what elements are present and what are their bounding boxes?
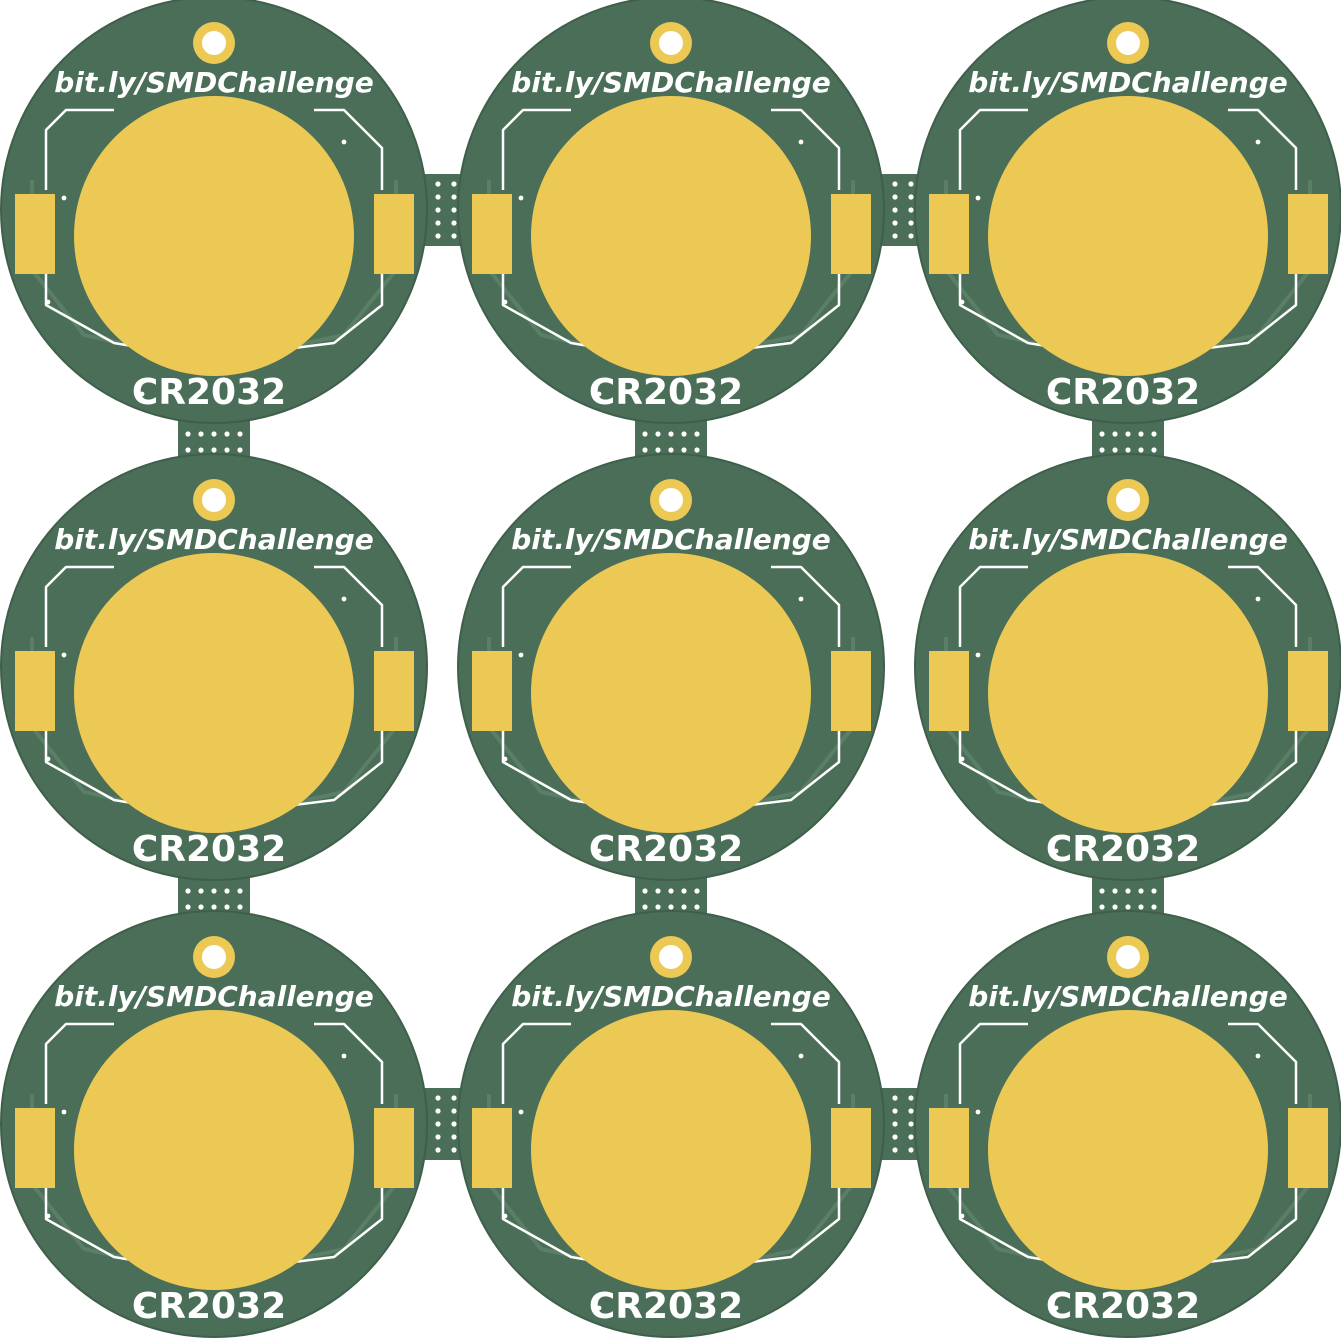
silkscreen-dot — [62, 653, 67, 658]
silkscreen-dot — [342, 140, 347, 145]
mouse-bite-hole — [198, 888, 203, 893]
mouse-bite-hole — [668, 431, 673, 436]
silkscreen-dot — [342, 1054, 347, 1059]
smd-pad-left — [929, 651, 969, 731]
mouse-bite-hole — [668, 904, 673, 909]
mouse-bite-hole — [1099, 888, 1104, 893]
silkscreen-dot — [1256, 597, 1261, 602]
battery-model-label: CR2032 — [1045, 372, 1201, 413]
mouse-bite-hole — [1151, 447, 1156, 452]
url-label: bit.ly/SMDChallenge — [511, 523, 831, 556]
mouse-bite-hole — [211, 447, 216, 452]
mouse-bite-hole — [1151, 904, 1156, 909]
battery-contact-pad — [988, 96, 1268, 376]
mouse-bite-hole — [892, 1147, 897, 1152]
silkscreen-dot — [503, 1214, 508, 1219]
mouse-bite-hole — [642, 904, 647, 909]
url-label: bit.ly/SMDChallenge — [968, 980, 1288, 1013]
mouse-bite-hole — [892, 207, 897, 212]
mouse-bite-hole — [892, 1121, 897, 1126]
mouse-bite-hole — [681, 447, 686, 452]
mouse-bite-hole — [892, 194, 897, 199]
battery-model-label: CR2032 — [588, 829, 744, 870]
silkscreen-dot — [799, 1054, 804, 1059]
url-label: bit.ly/SMDChallenge — [968, 66, 1288, 99]
mouse-bite-hole — [1138, 904, 1143, 909]
smd-pad-left — [929, 1108, 969, 1188]
url-label: bit.ly/SMDChallenge — [54, 66, 374, 99]
mouse-bite-hole — [642, 888, 647, 893]
silkscreen-dot — [519, 1110, 524, 1115]
mouse-bite-hole — [224, 904, 229, 909]
silkscreen-dot — [46, 1214, 51, 1219]
smd-pad-right — [1288, 194, 1328, 274]
mouse-bite-hole — [908, 1095, 913, 1100]
smd-pad-left — [15, 1108, 55, 1188]
mouse-bite-hole — [211, 431, 216, 436]
silkscreen-dot — [62, 1110, 67, 1115]
mouse-bite-hole — [1151, 431, 1156, 436]
mouse-bite-hole — [1151, 888, 1156, 893]
smd-pad-right — [374, 651, 414, 731]
mouse-bite-hole — [642, 431, 647, 436]
mouse-bite-hole — [435, 207, 440, 212]
mouse-bite-hole — [892, 1095, 897, 1100]
mouse-bite-hole — [451, 1147, 456, 1152]
mounting-hole — [202, 31, 226, 55]
silkscreen-dot — [960, 1214, 965, 1219]
mouse-bite-hole — [237, 904, 242, 909]
mouse-bite-hole — [908, 181, 913, 186]
battery-model-label: CR2032 — [1045, 829, 1201, 870]
battery-model-label: CR2032 — [131, 372, 287, 413]
mouse-bite-hole — [185, 904, 190, 909]
smd-pad-right — [831, 194, 871, 274]
mouse-bite-hole — [892, 181, 897, 186]
mounting-hole — [1116, 945, 1140, 969]
silkscreen-dot — [799, 140, 804, 145]
battery-model-label: CR2032 — [131, 1286, 287, 1327]
mouse-bite-hole — [1112, 447, 1117, 452]
mouse-bite-hole — [198, 431, 203, 436]
boards — [1, 0, 1341, 1337]
mouse-bite-hole — [892, 220, 897, 225]
silkscreen-dot — [976, 196, 981, 201]
smd-pad-left — [15, 194, 55, 274]
mouse-bite-hole — [224, 888, 229, 893]
coin-cell-board — [1, 454, 427, 880]
mouse-bite-hole — [668, 888, 673, 893]
silkscreen-dot — [519, 196, 524, 201]
mouse-bite-hole — [908, 207, 913, 212]
url-label: bit.ly/SMDChallenge — [511, 66, 831, 99]
silkscreen-dot — [503, 300, 508, 305]
battery-contact-pad — [531, 553, 811, 833]
mounting-hole — [659, 945, 683, 969]
silkscreen-dot — [960, 757, 965, 762]
mouse-bite-hole — [681, 904, 686, 909]
battery-contact-pad — [531, 1010, 811, 1290]
mouse-bite-hole — [185, 431, 190, 436]
mouse-bite-hole — [198, 447, 203, 452]
mouse-bite-hole — [185, 888, 190, 893]
mouse-bite-hole — [451, 1121, 456, 1126]
mouse-bite-hole — [435, 194, 440, 199]
smd-pad-left — [472, 194, 512, 274]
mouse-bite-hole — [1099, 447, 1104, 452]
silkscreen-dot — [1256, 140, 1261, 145]
smd-pad-right — [1288, 1108, 1328, 1188]
coin-cell-board — [458, 454, 884, 880]
mouse-bite-hole — [892, 1108, 897, 1113]
silkscreen-dot — [46, 300, 51, 305]
mouse-bite-hole — [435, 1147, 440, 1152]
mouse-bite-hole — [1112, 904, 1117, 909]
mounting-hole — [659, 31, 683, 55]
mouse-bite-hole — [1138, 431, 1143, 436]
silkscreen-dot — [1256, 1054, 1261, 1059]
battery-model-label: CR2032 — [1045, 1286, 1201, 1327]
url-label: bit.ly/SMDChallenge — [54, 980, 374, 1013]
mouse-bite-hole — [694, 431, 699, 436]
battery-contact-pad — [74, 96, 354, 376]
smd-pad-right — [831, 1108, 871, 1188]
mouse-bite-hole — [451, 194, 456, 199]
battery-contact-pad — [74, 553, 354, 833]
mouse-bite-hole — [655, 904, 660, 909]
smd-pad-left — [929, 194, 969, 274]
silkscreen-dot — [342, 597, 347, 602]
smd-pad-left — [472, 1108, 512, 1188]
mouse-bite-hole — [237, 888, 242, 893]
battery-contact-pad — [531, 96, 811, 376]
coin-cell-board — [915, 911, 1341, 1337]
mounting-hole — [659, 488, 683, 512]
mouse-bite-hole — [198, 904, 203, 909]
mouse-bite-hole — [451, 1095, 456, 1100]
mouse-bite-hole — [435, 181, 440, 186]
mouse-bite-hole — [681, 431, 686, 436]
silkscreen-dot — [46, 757, 51, 762]
mouse-bite-hole — [1138, 888, 1143, 893]
url-label: bit.ly/SMDChallenge — [968, 523, 1288, 556]
mounting-hole — [1116, 488, 1140, 512]
mouse-bite-hole — [435, 1121, 440, 1126]
coin-cell-board — [915, 0, 1341, 423]
silkscreen-dot — [976, 1110, 981, 1115]
smd-pad-right — [374, 194, 414, 274]
mouse-bite-hole — [694, 888, 699, 893]
mouse-bite-hole — [1125, 447, 1130, 452]
mouse-bite-hole — [892, 233, 897, 238]
mouse-bite-hole — [908, 1108, 913, 1113]
mouse-bite-hole — [451, 233, 456, 238]
mouse-bite-hole — [908, 1134, 913, 1139]
coin-cell-board — [458, 0, 884, 423]
mouse-bite-hole — [1125, 904, 1130, 909]
smd-pad-right — [1288, 651, 1328, 731]
battery-contact-pad — [74, 1010, 354, 1290]
mouse-bite-hole — [655, 888, 660, 893]
mouse-bite-hole — [451, 1134, 456, 1139]
mouse-bite-hole — [451, 181, 456, 186]
mouse-bite-hole — [892, 1134, 897, 1139]
mouse-bite-hole — [1099, 431, 1104, 436]
coin-cell-board — [1, 911, 427, 1337]
mouse-bite-hole — [1099, 904, 1104, 909]
mouse-bite-hole — [694, 447, 699, 452]
mouse-bite-hole — [451, 220, 456, 225]
mouse-bite-hole — [1125, 431, 1130, 436]
battery-contact-pad — [988, 553, 1268, 833]
mouse-bite-hole — [435, 1108, 440, 1113]
mouse-bite-hole — [211, 904, 216, 909]
battery-model-label: CR2032 — [588, 1286, 744, 1327]
coin-cell-board — [915, 454, 1341, 880]
mouse-bite-hole — [681, 888, 686, 893]
url-label: bit.ly/SMDChallenge — [54, 523, 374, 556]
mouse-bite-hole — [1138, 447, 1143, 452]
mouse-bite-hole — [1112, 888, 1117, 893]
smd-pad-left — [472, 651, 512, 731]
mouse-bite-hole — [435, 1134, 440, 1139]
battery-model-label: CR2032 — [588, 372, 744, 413]
silkscreen-dot — [62, 196, 67, 201]
mouse-bite-hole — [451, 207, 456, 212]
battery-contact-pad — [988, 1010, 1268, 1290]
smd-pad-right — [831, 651, 871, 731]
smd-pad-left — [15, 651, 55, 731]
silkscreen-dot — [960, 300, 965, 305]
mouse-bite-hole — [1125, 888, 1130, 893]
battery-model-label: CR2032 — [131, 829, 287, 870]
mouse-bite-hole — [211, 888, 216, 893]
mouse-bite-hole — [1112, 431, 1117, 436]
coin-cell-board — [1, 0, 427, 423]
mouse-bite-hole — [435, 233, 440, 238]
mouse-bite-hole — [908, 1121, 913, 1126]
mounting-hole — [1116, 31, 1140, 55]
mouse-bite-hole — [435, 220, 440, 225]
mouse-bite-hole — [237, 447, 242, 452]
mouse-bite-hole — [694, 904, 699, 909]
url-label: bit.ly/SMDChallenge — [511, 980, 831, 1013]
mouse-bite-hole — [224, 431, 229, 436]
mouse-bite-hole — [668, 447, 673, 452]
mouse-bite-hole — [908, 220, 913, 225]
mounting-hole — [202, 945, 226, 969]
mouse-bite-hole — [908, 194, 913, 199]
mouse-bite-hole — [908, 233, 913, 238]
smd-pad-right — [374, 1108, 414, 1188]
mouse-bite-hole — [908, 1147, 913, 1152]
silkscreen-dot — [503, 757, 508, 762]
mouse-bite-hole — [185, 447, 190, 452]
mouse-bite-hole — [435, 1095, 440, 1100]
mouse-bite-hole — [451, 1108, 456, 1113]
mouse-bite-hole — [642, 447, 647, 452]
mouse-bite-hole — [655, 447, 660, 452]
mouse-bite-hole — [237, 431, 242, 436]
silkscreen-dot — [519, 653, 524, 658]
silkscreen-dot — [976, 653, 981, 658]
mouse-bite-hole — [655, 431, 660, 436]
coin-cell-board — [458, 911, 884, 1337]
mounting-hole — [202, 488, 226, 512]
mouse-bite-hole — [224, 447, 229, 452]
silkscreen-dot — [799, 597, 804, 602]
